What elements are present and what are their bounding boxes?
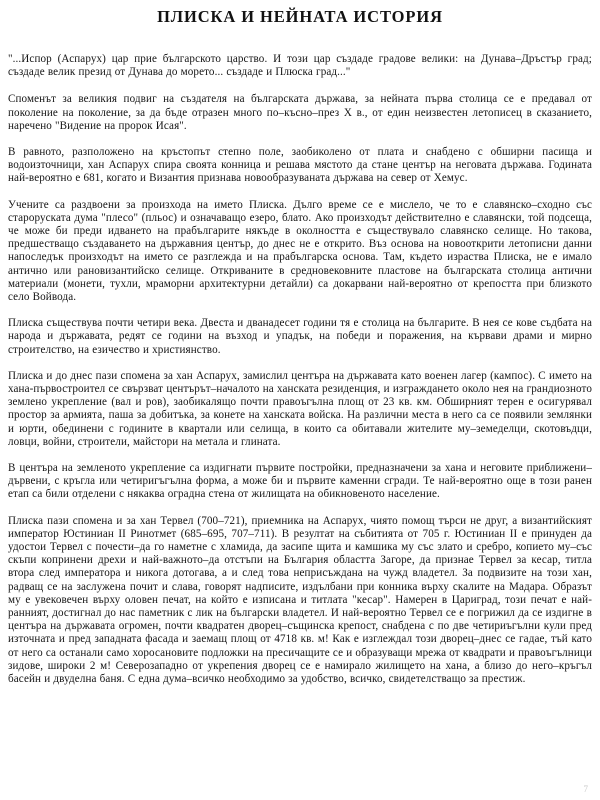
- paragraph-four-centuries: Плиска съществува почти четири века. Двеста и дванадесет години тя е столица на българите. В нея се кове съдбата на народа и държавата, редят се години на възход и упадък, на победи и поражения, на кървави драми и мирно строителство, на езичество и християнство.: [8, 317, 592, 356]
- paragraph-plain-location: В равното, разположено на кръстопът степно поле, заобиколено от плата и снабдено с обширни пасища и водоизточници, хан Аспарух спира своята конница и решава мястото да стане център на неговата държава. Годината най-вероятно е 681, когато и Византия признава новообразуваната държава на север от Хемус.: [8, 145, 592, 185]
- paragraph-quote: "...Испор (Аспарух) цар прие българското царство. И този цар създаде градове велики: на Дунава–Дръстър град; създаде велик презид от Дунава до морето... създаде и Плюска град...": [8, 52, 592, 79]
- paragraph-name-origin: Учените са раздвоени за произхода на името Плиска. Дълго време се е мислело, че то е славянско–сходно със староруската дума "плесо" (пльос) и означаващо езеро, блато. Ако произходът действително е славянски, той подсеща, че може би преди идването на прабългарите някъде в околността е съществувало славянско селище. Но такова, предшестващо създаването на държавния център, до днес не е открито. Въз основа на новооткрити летописни данни напоследък произходът на името се разглежда и на прабългарска основа. Там, където израства Плиска, не е имало антично или рановизантийско селище. Откриваните в средновековните пластове на българската столица антични материали (монети, тухли, мраморни архитектурни детайли) са докарвани най-вероятно от крепостта при близкото село Войвода.: [8, 198, 592, 304]
- paragraph-asparuh-camp: Плиска и до днес пази спомена за хан Аспарух, замислил центъра на държавата като военен лагер (кампос). С името на хана-първостроител се свързват центърът–началото на ханската резиденция, и изграждането около нея на грандиозното землено укрепление (вал и ров), заобикалящо почти правоъгълна площ от 23 кв. км. Обширният терен е осигурявал простор за армията, паша за добитъка, за конете на ханската войска. На различни места в него са се появили землянки и юрти, обединени с годините в квартали или селища, в които са обитавали жителите му–земеделци, скотовъдци, ловци, войни, строители, майстори на метала и глината.: [8, 369, 592, 448]
- paragraph-memory-of-deed: Споменът за великия подвиг на създателя на българската държава, за нейната първа столица се е предавал от поколение на поколение, за да бъде отразен много по–късно–през X в., от един неизвестен летописец в сказанието, наречено "Видение на пророк Исая".: [8, 93, 592, 132]
- paragraph-first-buildings: В центъра на земленото укрепление са издигнати първите постройки, предназначени за хана и неговите приближени– дървени, с кръгла или четиригъгълна форма, а може би и първите каменни сгради. Те най-вероятно още в този ранен етап са били отделени с някаква оградна стена от жилищата на обикновеното население.: [8, 462, 592, 501]
- document-body: [8, 53, 592, 686]
- page-number: 7: [583, 784, 588, 794]
- paragraph-tervel: Плиска пази спомена и за хан Тервел (700–721), приемника на Аспарух, чиято помощ търси не друг, а византийският император Юстиниан II Ринотмет (685–695, 707–711). В резултат на събитията от 705 г. Юстиниан II е принуден да удостои Тервел с почести–да го наметне с хламида, да засипе щита и камшика му със злато и сребро, копието му–със скъпи копринени дрехи и най-важното–да отстъпи на България областта Загоре, да признае Тервел за кесар, титла втора след императора и никога дотогава, а и след това неприсъждана на чужд владетел. За подвизите на този хан, радващ се на заслужена почит и слава, говорят надписите, издълбани при конника върху скалите на Мадара. Образът му е увековечен върху оловен печат, на който е изписана и титлата "кесар". Намерен в Цариград, този печат е най-ранният, достигнал до нас паметник с лик на български владетел. И най-вероятно Тервел се е погрижил да се издигне в центъра на държавата огромен, почти квадратен дворец–същинска крепост, снабдена с по две четириъгълни кули пред източната и пред западната фасада и заемащ площ от 4718 кв. м! Как е изглеждал този дворец–днес се гадае, тъй като от него са останали само хоросановите подложки на пресичащите се и образуващи мрежа от квадрати и правоъгълници зидове, широки 2 м! Северозападно от укрепения дворец се е намирало жилището на хана, а близо до него–кръгъл басейн и двуделна баня. С една дума–всичко необходимо за удобство, всичко, свидетелстващо за престиж.: [8, 514, 592, 686]
- page-title: ПЛИСКА И НЕЙНАТА ИСТОРИЯ: [157, 7, 443, 26]
